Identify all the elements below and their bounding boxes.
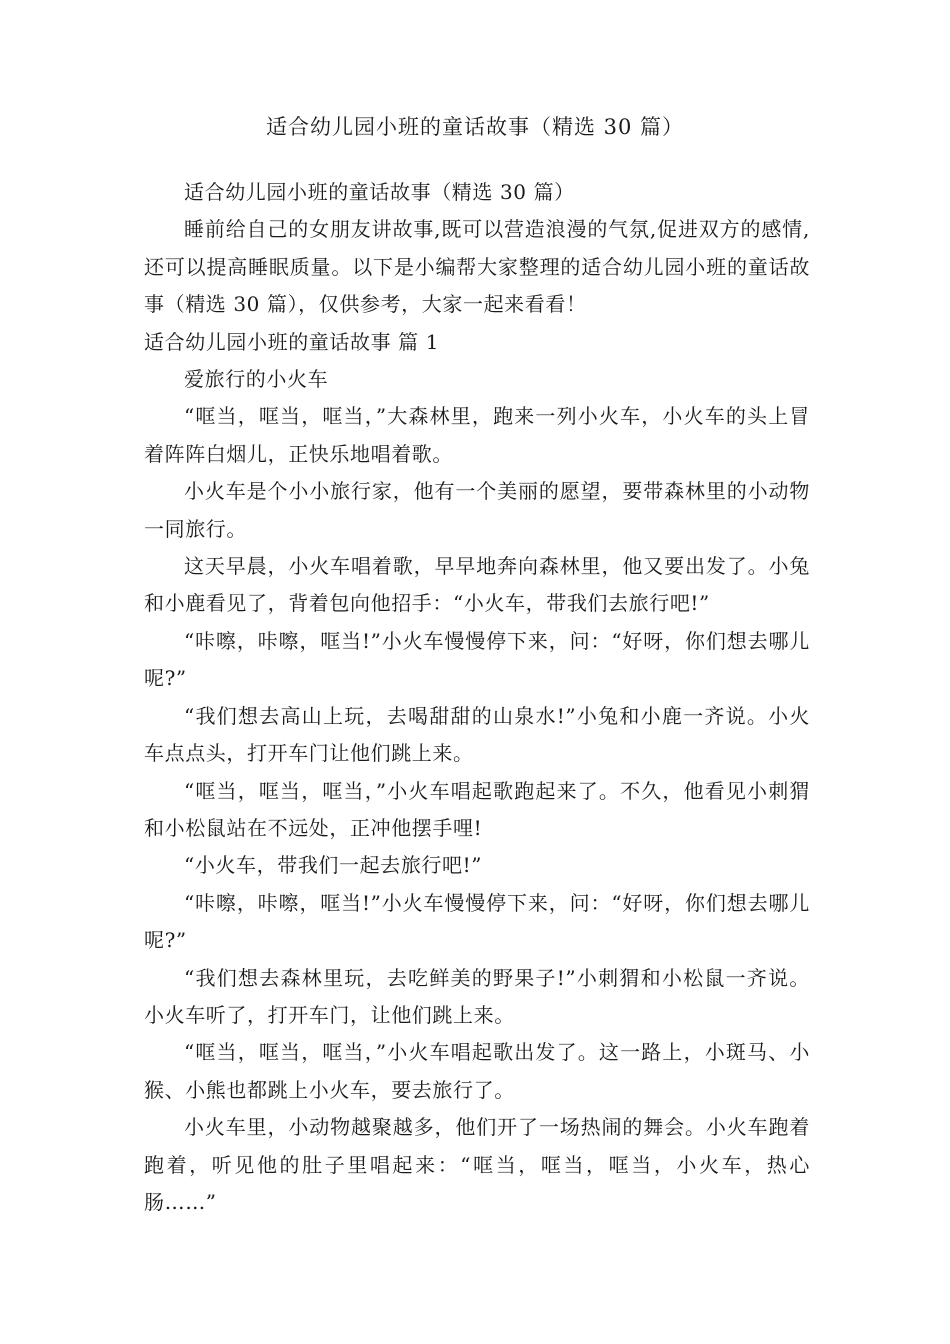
paragraph: “哐当，哐当，哐当，”大森林里，跑来一列小火车，小火车的头上冒着阵阵白烟儿，正快乐地唱着歌。 <box>144 404 810 466</box>
document-body <box>144 174 810 1221</box>
paragraph: 小火车里，小动物越聚越多，他们开了一场热闹的舞会。小火车跑着跑着，听见他的肚子里唱起来：“哐当，哐当，哐当，小火车，热心肠……” <box>144 1115 810 1214</box>
section-heading: 适合幼儿园小班的童话故事 篇 1 <box>144 329 440 354</box>
paragraph: “我们想去高山上玩，去喝甜甜的山泉水!”小兔和小鹿一齐说。小火车点点头，打开车门让他们跳上来。 <box>144 703 810 766</box>
paragraph: “我们想去森林里玩，去吃鲜美的野果子!”小刺猬和小松鼠一齐说。小火车听了，打开车门，让他们跳上来。 <box>144 965 810 1027</box>
paragraph: “哐当，哐当，哐当，”小火车唱起歌跑起来了。不久，他看见小刺猬和小松鼠站在不远处，正冲他摆手哩! <box>144 778 810 840</box>
paragraph: “咔嚓，咔嚓，哐当!”小火车慢慢停下来，问：“好呀，你们想去哪儿呢?” <box>144 628 810 691</box>
paragraph: “小火车，带我们一起去旅行吧!” <box>184 853 483 878</box>
document-title: 适合幼儿园小班的童话故事（精选 30 篇） <box>265 115 685 139</box>
paragraph: “哐当，哐当，哐当，”小火车唱起歌出发了。这一路上，小斑马、小猴、小熊也都跳上小火车，要去旅行了。 <box>144 1040 810 1102</box>
paragraph: 睡前给自己的女朋友讲故事,既可以营造浪漫的气氛,促进双方的感情,还可以提高睡眠质量。以下是小编帮大家整理的适合幼儿园小班的童话故事（精选 30 篇），仅供参考，大家一起来看看！ <box>144 217 810 317</box>
paragraph: 这天早晨，小火车唱着歌，早早地奔向森林里，他又要出发了。小兔和小鹿看见了，背着包向他招手：“小火车，带我们去旅行吧!” <box>144 554 810 616</box>
story-title: 爱旅行的小火车 <box>184 367 329 392</box>
paragraph: 小火车是个小小旅行家，他有一个美丽的愿望，要带森林里的小动物一同旅行。 <box>144 479 810 541</box>
paragraph: “咔嚓，咔嚓，哐当!”小火车慢慢停下来，问：“好呀，你们想去哪儿呢?” <box>144 890 810 953</box>
paragraph: 适合幼儿园小班的童话故事（精选 30 篇） <box>184 180 575 204</box>
